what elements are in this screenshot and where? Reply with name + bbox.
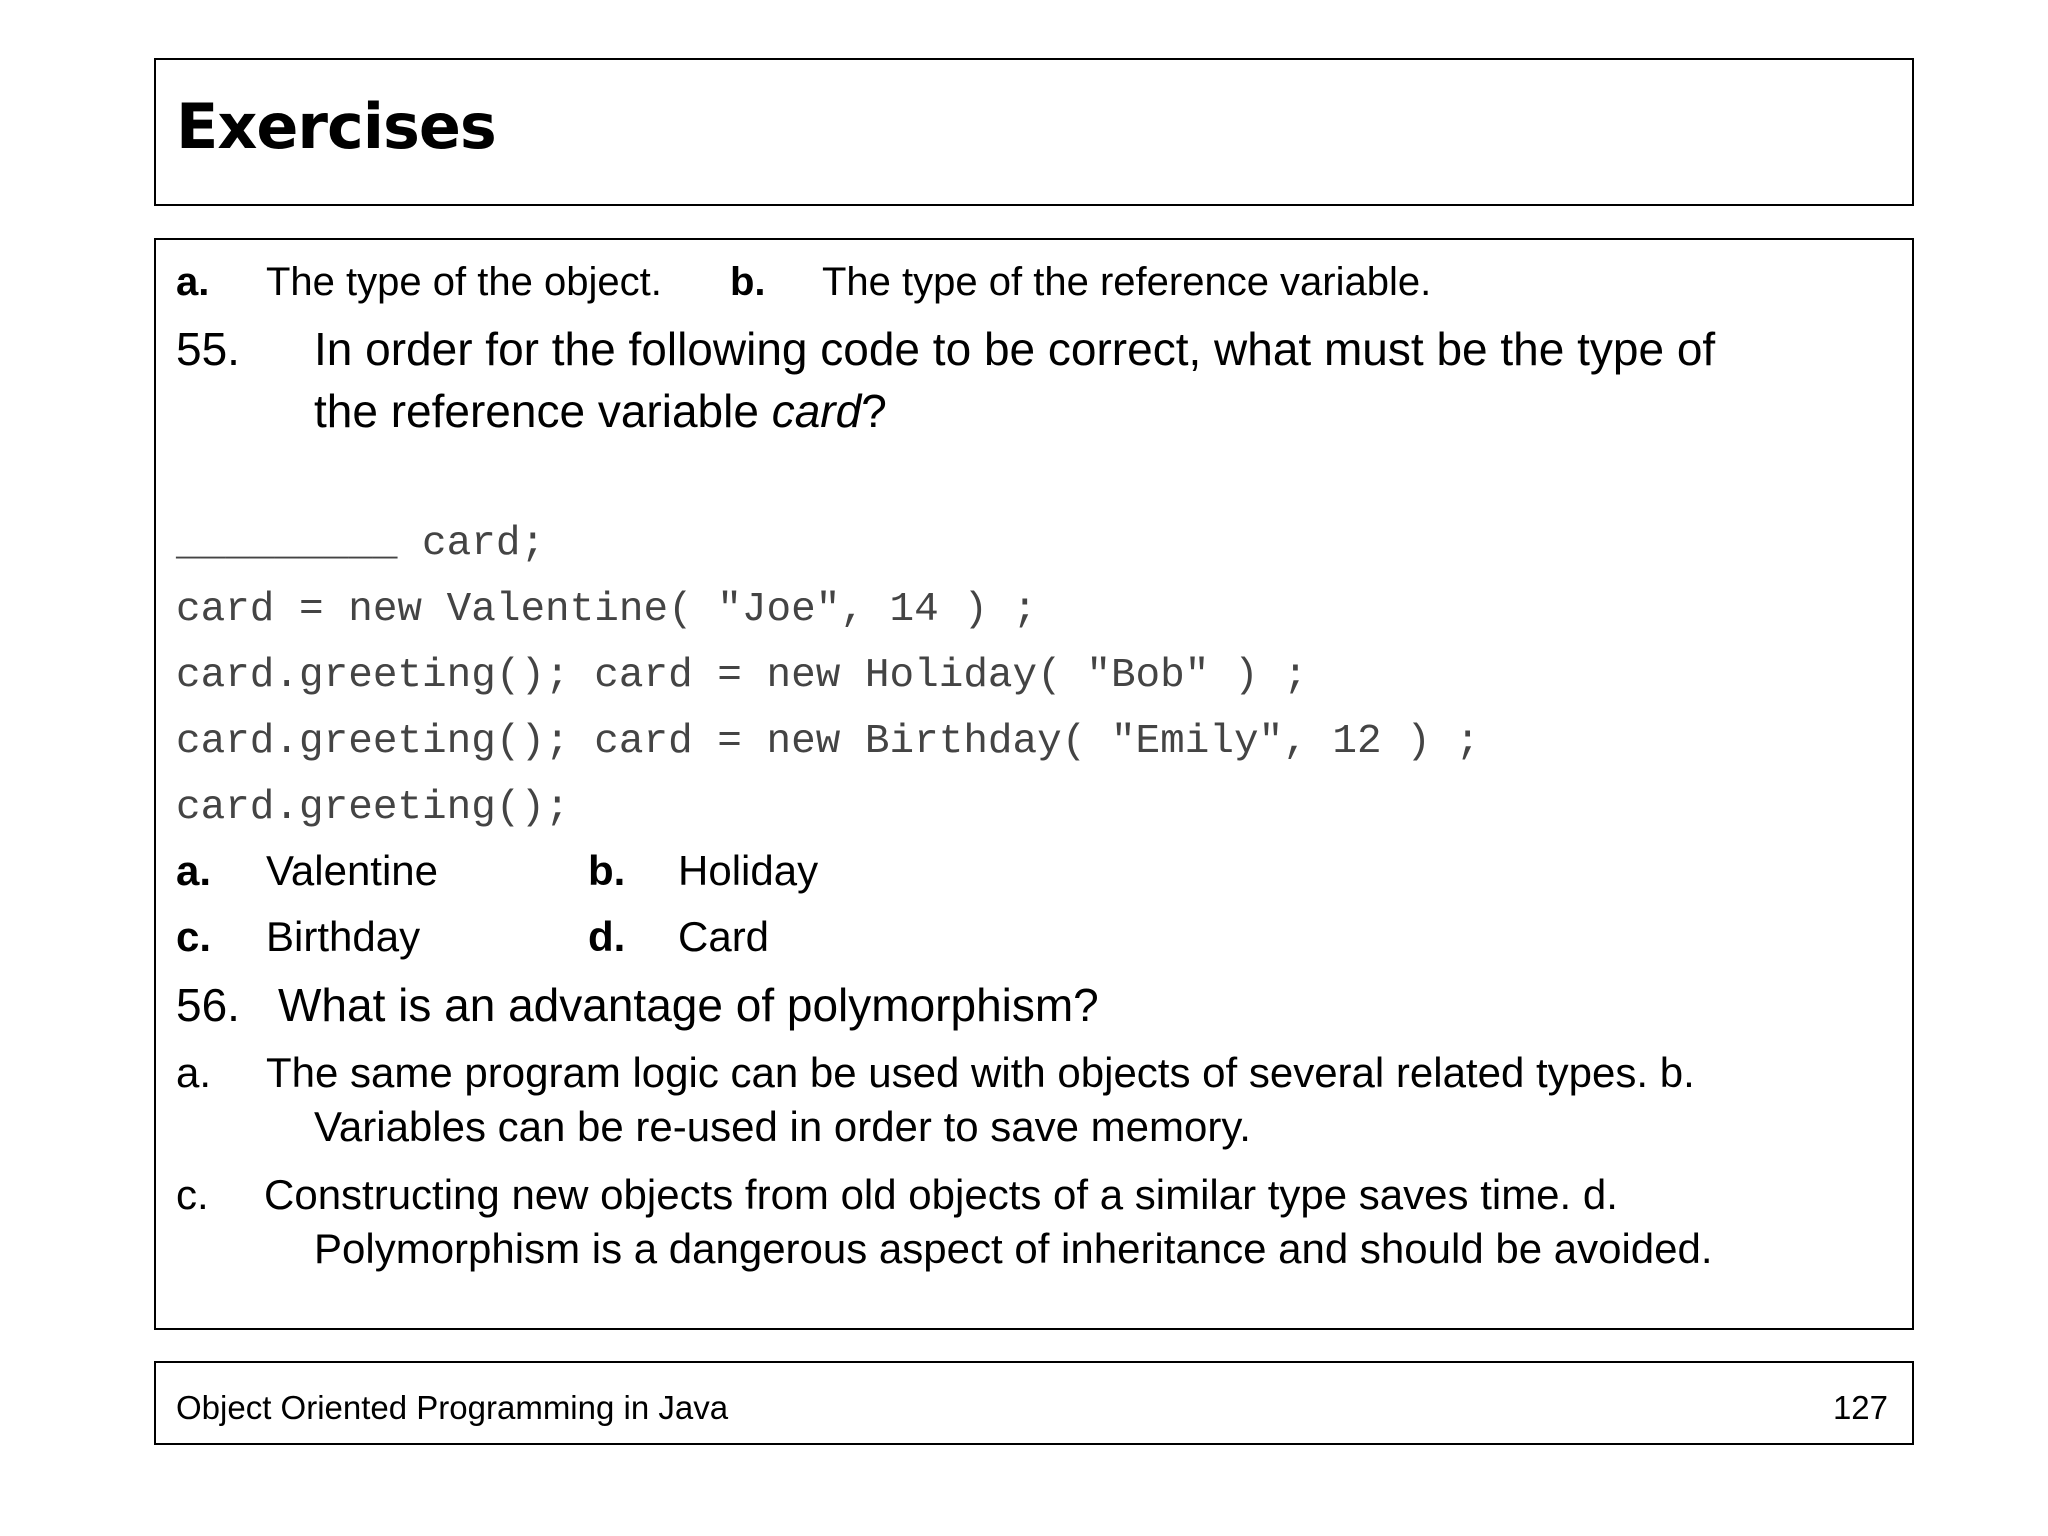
q56-option-a-label: a. [176,1049,212,1096]
q56-option-c-label: c. [176,1171,209,1218]
q56-text: What is an advantage of polymorphism? [278,979,1099,1031]
q55-number: 55. [176,323,240,375]
q55-line2-pre: the reference variable [314,385,772,437]
content-box [154,238,1914,1330]
code-line-4: card.greeting(); card = new Birthday( "Emily", 12 ) ; [176,719,1481,765]
code-line-5: card.greeting(); [176,785,570,831]
footer-course: Object Oriented Programming in Java [176,1389,729,1426]
q55-text-line1: In order for the following code to be correct, what must be the type of [314,323,1716,375]
q56-option-c-line1: Constructing new objects from old objects of a similar type saves time. d. [264,1171,1618,1218]
footer-box [154,1361,1914,1445]
slide-title: Exercises [176,90,496,163]
prev-answer-a-text: The type of the object. [266,260,662,304]
q55-option-d-label: d. [588,913,626,960]
code-line-2: card = new Valentine( "Joe", 14 ) ; [176,587,1038,633]
title-box [154,58,1914,206]
q55-option-c-label: c. [176,913,212,960]
q56-option-a-line1: The same program logic can be used with objects of several related types. b. [266,1049,1695,1096]
q55-line2-em: card [771,385,862,437]
prev-answer-a-label: a. [176,260,210,304]
q55-text-line2 [314,385,887,437]
q56-option-a-line2: Variables can be re-used in order to save memory. [314,1103,1251,1150]
code-line-3: card.greeting(); card = new Holiday( "Bob" ) ; [176,653,1308,699]
prev-answer-b-text: The type of the reference variable. [822,260,1432,304]
q55-option-a-label: a. [176,847,212,894]
q55-option-b-text: Holiday [678,847,819,894]
q55-option-a-text: Valentine [266,847,439,894]
q55-option-c-text: Birthday [266,913,421,960]
q55-option-b-label: b. [588,847,626,894]
q56-number: 56. [176,979,240,1031]
footer-page-number: 127 [1832,1389,1888,1426]
prev-answer-b-label: b. [730,260,766,304]
q55-line2-post: ? [861,385,887,437]
code-line-1: _________ card; [176,521,546,567]
q56-option-c-line2: Polymorphism is a dangerous aspect of inheritance and should be avoided. [314,1225,1713,1272]
q55-option-d-text: Card [678,913,770,960]
